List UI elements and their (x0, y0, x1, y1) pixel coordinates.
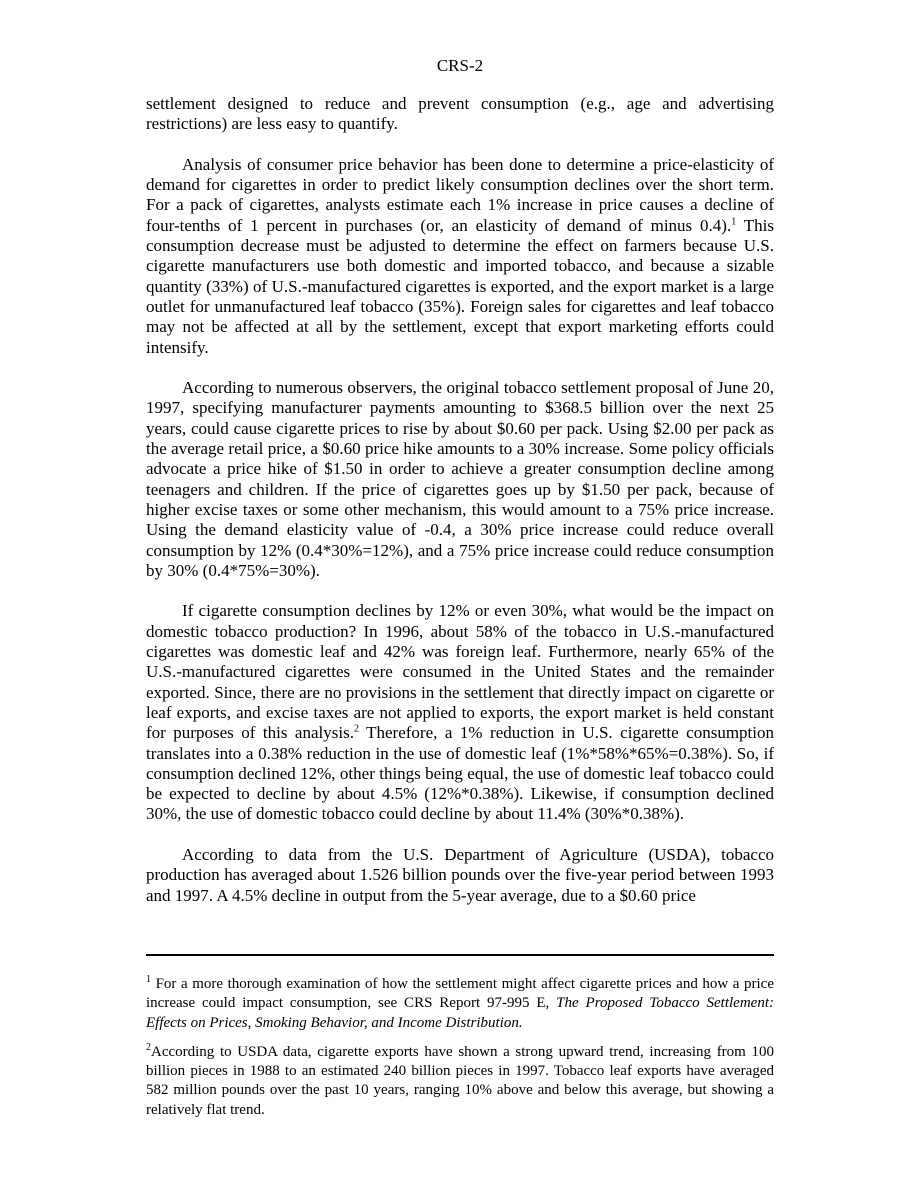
paragraph-text: Analysis of consumer price behavior has been done to determine a price-elasticity of demand for cigarettes in order to predict likely consumption declines over the short term. For a pack of cigarettes, analysts estimate each 1% increase in price causes a decline of four-tenths of 1 percent in purchases (or, an elasticity of demand of minus 0.4). (146, 154, 774, 235)
footnotes (146, 975, 774, 1130)
footnote-2-mark: 2 (146, 1041, 151, 1053)
footnote-1-report-title: The Proposed Tobacco Settlement: Effects on Prices, Smoking Behavior, and Income Distribution. (146, 995, 774, 1031)
footnote-1-mark: 1 (146, 974, 151, 985)
paragraph-text: If cigarette consumption declines by 12% or even 30%, what would be the impact on domestic tobacco production? In 1996, about 58% of the tobacco in U.S.-manufactured cigarettes was domestic leaf and 42% was foreign leaf. Furthermore, nearly 65% of the U.S.-manufactured cigarettes were consumed in the United States and the remainder exported. Since, there are no provisions in the settlement that directly impact on cigarette or leaf exports, and excise taxes are not applied to exports, the export market is held constant for purposes of this analysis. (146, 601, 774, 743)
footnote-ref-2[interactable]: 2 (353, 723, 359, 735)
body-text (146, 94, 774, 926)
page-header: CRS-2 (436, 56, 484, 75)
footnote-ref-1[interactable]: 1 (731, 216, 737, 228)
paragraph-usda-data: According to data from the U.S. Department of Agriculture (USDA), tobacco production has averaged about 1.526 billion pounds over the five-year period between 1993 and 1997. A 4.5% decline in output from the 5-year average, due to a $0.60 price (146, 844, 774, 905)
footnote-2-text: According to USDA data, cigarette exports have shown a strong upward trend, increasing from 100 billion pieces in 1988 to an estimated 240 billion pieces in 1997. Tobacco leaf exports have averaged 582 million pounds over the past 10 years, ranging 10% above and below this average, but showing a relatively flat trend. (146, 1043, 774, 1118)
footnote-separator (146, 954, 774, 956)
paragraph-settlement-proposal: According to numerous observers, the original tobacco settlement proposal of June 20, 1997, specifying manufacturer payments amounting to $368.5 billion over the next 25 years, could cause cigarette prices to rise by about $0.60 per pack. Using $2.00 per pack as the average retail price, a $0.60 price hike amounts to a 30% increase. Some policy officials advocate a price hike of $1.50 in order to achieve a greater consumption decline among teenagers and children. If the price of cigarettes goes up by $1.50 per pack, because of higher excise taxes or some other mechanism, this would amount to a 75% price increase. Using the demand elasticity value of -0.4, a 30% price increase could reduce overall consumption by 12% (0.4*30%=12%), and a 75% price increase could reduce consumption by 30% (0.4*75%=30%). (146, 378, 774, 580)
paragraph-continuation: settlement designed to reduce and prevent consumption (e.g., age and advertising restrictions) are less easy to quantify. (146, 94, 774, 134)
paragraph-text: This consumption decrease must be adjusted to determine the effect on farmers because U.S. cigarette manufacturers use both domestic and imported tobacco, and because a sizable quantity (33%) of U.S.-manufactured cigarettes is exported, and the export market is a large outlet for unmanufactured leaf tobacco (35%). Foreign sales for cigarettes and leaf tobacco may not be affected at all by the settlement, except that export marketing efforts could intensify. (146, 215, 774, 357)
footnote-1 (146, 975, 774, 1033)
paragraph-price-elasticity (146, 155, 774, 358)
footnote-2 (146, 1043, 774, 1120)
paragraph-text: Therefore, a 1% reduction in U.S. cigarette consumption translates into a 0.38% reduction in the use of domestic leaf (1%*58%*65%=0.38%). So, if consumption declined 12%, other things being equal, the use of domestic leaf tobacco could be expected to decline by about 4.5% (12%*0.38%). Likewise, if consumption declined 30%, the use of domestic tobacco could decline by about 11.4% (30%*0.38%). (146, 723, 774, 824)
footnote-1-text: For a more thorough examination of how the settlement might affect cigarette prices and how a price increase could impact consumption, see CRS Report 97-995 E, (146, 976, 774, 1012)
paragraph-domestic-impact (146, 601, 774, 824)
